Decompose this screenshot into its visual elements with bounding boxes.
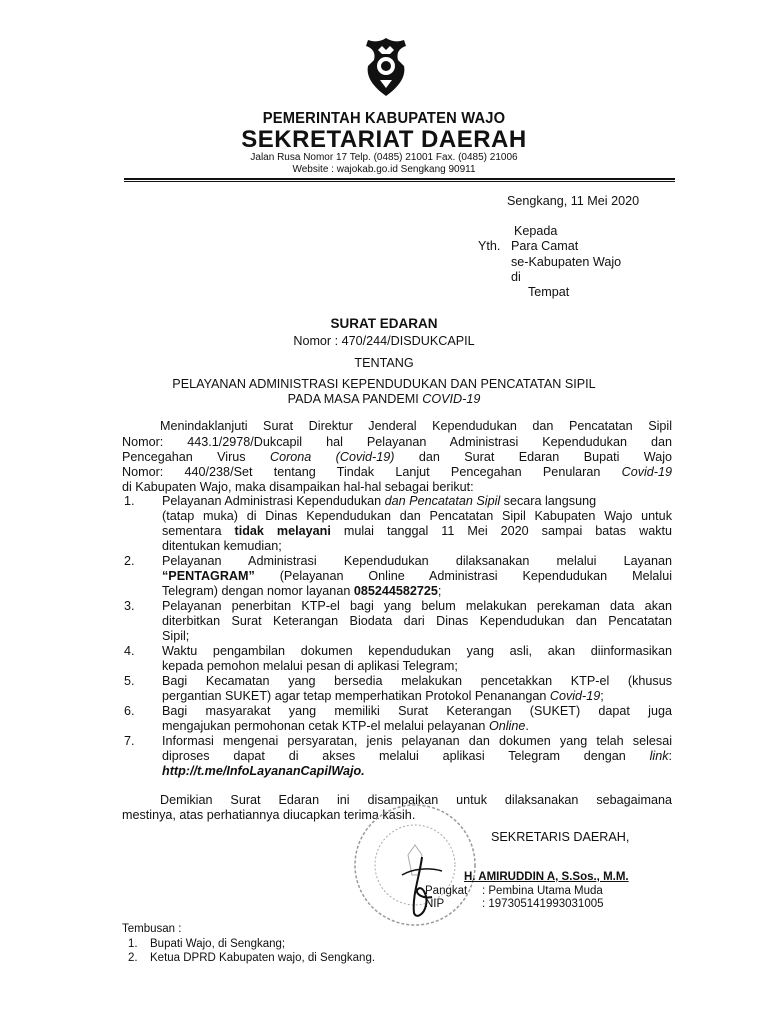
- item-number: 1.: [124, 494, 135, 508]
- place-date: Sengkang, 11 Mei 2020: [507, 194, 640, 208]
- item-1-line-1: Pelayanan Administrasi Kependudukan dan Pencatatan Sipil secara langsung: [162, 494, 597, 508]
- item-2-line-1: Pelayanan Administrasi Kependudukan dilaksanakan melalui Layanan: [162, 554, 672, 568]
- nip-value: : 197305141993031005: [482, 898, 604, 910]
- item-7-line-2: diproses dapat di akses melalui aplikasi Telegram dengan link:: [162, 749, 672, 763]
- subject-line-1: PELAYANAN ADMINISTRASI KEPENDUDUKAN DAN PENCATATAN SIPIL: [172, 377, 596, 391]
- signatory-title: SEKRETARIS DAERAH,: [491, 830, 630, 844]
- office-website: Website : wajokab.go.id Sengkang 90911: [292, 164, 476, 175]
- nip-label: NIP: [425, 898, 445, 910]
- item-1-line-4: ditentukan kemudian;: [162, 539, 282, 553]
- item-1-line-3: sementara tidak melayani mulai tanggal 11 Mei 2020 sampai batas waktu: [162, 524, 672, 538]
- closing-line-2: mestinya, atas perhatiannya diucapkan terima kasih.: [122, 808, 416, 822]
- closing-line-1: Demikian Surat Edaran ini disampaikan untuk dilaksanakan sebagaimana: [160, 793, 672, 807]
- item-6-line-2: mengajukan permohonan cetak KTP-el melalui pelayanan Online.: [162, 719, 529, 733]
- letterhead-divider: [124, 178, 675, 180]
- item-number: 6.: [124, 704, 135, 718]
- item-4-line-1: Waktu pengambilan dokumen kependudukan yang asli, akan diinformasikan: [162, 644, 672, 658]
- item-1-line-2: (tatap muka) di Dinas Kependudukan dan Pencatatan Sipil Kabupaten Wajo untuk: [162, 509, 672, 523]
- cc-item: Bupati Wajo, di Sengkang;: [150, 938, 286, 950]
- signatory-name: H. AMIRUDDIN A, S.Sos., M.M.: [464, 871, 629, 883]
- cc-item-number: 2.: [128, 952, 138, 964]
- office-address: Jalan Rusa Nomor 17 Telp. (0485) 21001 Fax. (0485) 21006: [250, 152, 518, 163]
- letter-title: SURAT EDARAN: [330, 316, 438, 331]
- subject-line-2: PADA MASA PANDEMI COVID-19: [287, 392, 481, 406]
- item-2-line-3: Telegram) dengan nomor layanan 085244582725;: [162, 584, 442, 598]
- intro-line-4: Nomor: 440/238/Set tentang Tindak Lanjut Pencegahan Penularan Covid-19: [122, 465, 672, 479]
- intro-line-2: Nomor: 443.1/2978/Dukcapil hal Pelayanan Administrasi Kependudukan dan: [122, 435, 672, 449]
- item-number: 4.: [124, 644, 135, 658]
- tentang-label: TENTANG: [354, 356, 414, 370]
- cc-item: Ketua DPRD Kabupaten wajo, di Sengkang.: [150, 952, 376, 964]
- letter-number: Nomor : 470/244/DISDUKCAPIL: [293, 334, 475, 348]
- pangkat-value: : Pembina Utama Muda: [482, 885, 603, 897]
- telegram-link[interactable]: http://t.me/InfoLayananCapilWajo.: [162, 764, 365, 778]
- cc-label: Tembusan :: [122, 923, 182, 935]
- letterhead-divider-thin: [124, 181, 675, 182]
- item-5-line-1: Bagi Kecamatan yang bersedia melakukan pencetakkan KTP-el (khusus: [162, 674, 672, 688]
- office-name: SEKRETARIAT DAERAH: [241, 126, 527, 153]
- intro-line-3: Pencegahan Virus Corona (Covid-19) dan Surat Edaran Bupati Wajo: [122, 450, 673, 464]
- item-5-line-2: pergantian SUKET) agar tetap memperhatikan Protokol Penanangan Covid-19;: [162, 689, 604, 703]
- cc-item-number: 1.: [128, 938, 138, 950]
- item-number: 7.: [124, 734, 135, 748]
- recipient-line2: se-Kabupaten Wajo: [511, 255, 622, 269]
- item-number: 5.: [124, 674, 135, 688]
- recipient-kepada: Kepada: [514, 224, 558, 238]
- item-number: 3.: [124, 599, 135, 613]
- government-name: PEMERINTAH KABUPATEN WAJO: [262, 110, 506, 127]
- item-3-line-3: Sipil;: [162, 629, 190, 643]
- recipient-yth: Yth.: [478, 239, 501, 253]
- item-number: 2.: [124, 554, 135, 568]
- item-3-line-2: diterbitkan Surat Keterangan Biodata dari Dinas Kependudukan dan Pencatatan: [162, 614, 672, 628]
- intro-line-5: di Kabupaten Wajo, maka disampaikan hal-hal sebagai berikut:: [122, 480, 474, 494]
- regency-emblem-icon: [362, 36, 410, 98]
- item-4-line-2: kepada pemohon melalui pesan di aplikasi Telegram;: [162, 659, 458, 673]
- recipient-di: di: [511, 270, 521, 284]
- recipient-tempat: Tempat: [528, 285, 570, 299]
- item-7-line-1: Informasi mengenai persyaratan, jenis pelayanan dan dokumen yang telah selesai: [162, 734, 672, 748]
- pangkat-label: Pangkat: [425, 885, 468, 897]
- recipient-line1: Para Camat: [511, 239, 579, 253]
- item-2-line-2: “PENTAGRAM” (Pelayanan Online Administrasi Kependudukan Melalui: [162, 569, 672, 583]
- intro-line-1: Menindaklanjuti Surat Direktur Jenderal Kependudukan dan Pencatatan Sipil: [160, 419, 672, 433]
- item-6-line-1: Bagi masyarakat yang memiliki Surat Keterangan (SUKET) dapat juga: [162, 704, 672, 718]
- item-3-line-1: Pelayanan penerbitan KTP-el bagi yang belum melakukan perekaman data akan: [162, 599, 672, 613]
